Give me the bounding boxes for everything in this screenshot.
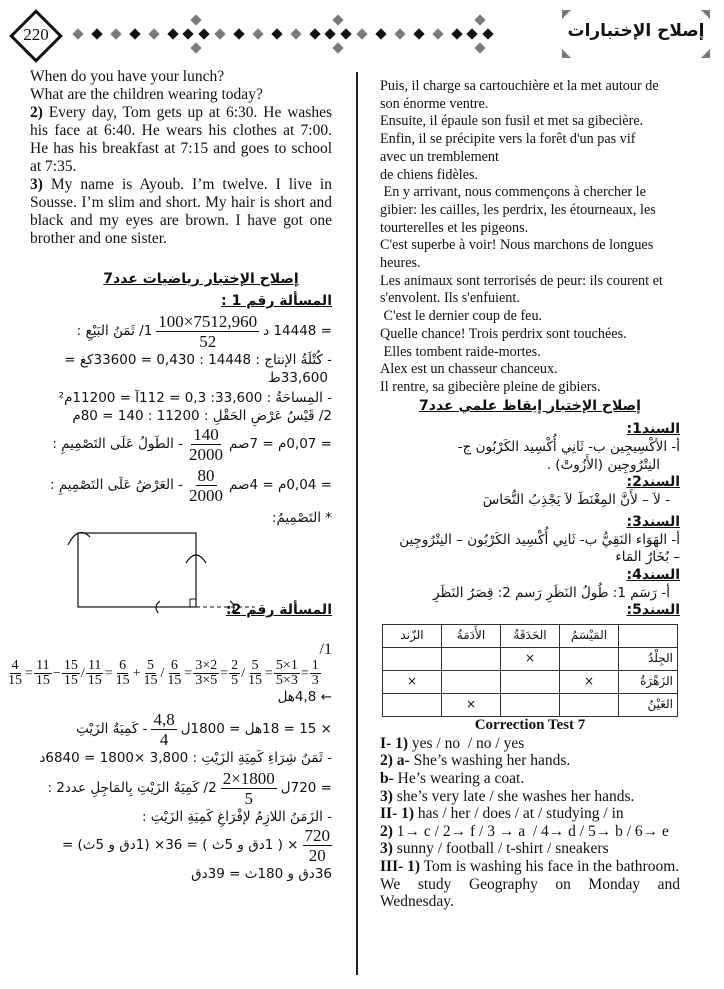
fraction-denominator: 15 xyxy=(143,673,158,688)
correction-title: Correction Test 7 xyxy=(474,717,586,734)
math-line-time-calc xyxy=(30,826,332,865)
fraction-numerator: 6 xyxy=(119,658,127,673)
answer-number: 3) xyxy=(380,840,393,858)
page-number: 220 xyxy=(23,25,49,44)
math-label: - كَمِيَةُ الزَيْتِ xyxy=(76,721,148,738)
diamond-ornament-icon xyxy=(91,28,102,39)
fraction xyxy=(187,466,225,505)
answer-line xyxy=(380,805,680,823)
operator: + xyxy=(132,665,141,681)
french-line: Puis, il charge sa cartouchière et la met autour de son énorme ventre. xyxy=(380,78,663,112)
corner-triangle-icon xyxy=(562,49,571,58)
table-row xyxy=(383,648,678,671)
right-column xyxy=(380,78,680,911)
fraction-numerator: 80 xyxy=(197,466,215,485)
paragraph-text: Every day, Tom gets up at 6:30. He washes his face at 6:40. He wears his clothes at 7:00. He has his breakfast at 7:15 and goes to school at 7:35. xyxy=(30,104,332,175)
french-line: C'est superbe à voir! Nous marchons de longues heures. xyxy=(380,237,657,272)
fraction xyxy=(303,826,333,865)
answer-text: 1→ c / 2→ f / 3 → a / 4→ d / 5→ b / 6→ e xyxy=(392,822,669,840)
fraction xyxy=(310,659,321,688)
table-row-label: العَيْنُ xyxy=(619,694,678,717)
answer-text: yes / no / no / yes xyxy=(407,734,525,752)
french-line: avec un tremblement xyxy=(380,148,499,165)
answer-line xyxy=(380,770,680,788)
diamond-ornament-icon xyxy=(167,28,178,39)
fraction-denominator: 15 xyxy=(35,673,50,688)
sanad-1-title: السند1: xyxy=(626,421,680,438)
diamond-ornament-icon xyxy=(214,28,225,39)
table-header-cell: الحَدَقَةُ xyxy=(501,625,560,648)
paragraph-text: My name is Ayoub. I’m twelve. I live in Sousse. I’m slim and short. My hair is short and black and my eyes are brown. I have got one brother and one sister. xyxy=(30,176,332,247)
answer-text: has / her / does / at / studying / in xyxy=(414,805,624,823)
math-result: = 720ل xyxy=(280,780,332,797)
diamond-ornament-icon xyxy=(309,28,320,39)
math-line-purchase-price: - ثَمَنُ شِرَاءِ كَمِيَةِ الزَيْتِ : 3,800 ×1800 = 6840د xyxy=(39,750,332,766)
fraction xyxy=(221,769,277,808)
answer-number: III- 1) xyxy=(380,857,421,875)
column-divider xyxy=(356,72,358,975)
operator: / xyxy=(80,665,85,681)
answer-line xyxy=(380,840,680,858)
diamond-ornament-icon xyxy=(324,28,335,39)
math-line-field-width: 2/ قَيْسُ عَرْضِ الحَقْلِ : 11200 : 140 = 80م xyxy=(72,408,332,424)
math-line-tons: 33,600ط xyxy=(268,370,328,386)
sanad-3-answer: أ- الهَوَاء النَقِيُّ ب- ثَانِي أُكْسِيد الكَرْبُون – النِتْرُوجِين xyxy=(399,531,680,548)
sanad-5-title: السند5: xyxy=(626,602,680,619)
answer-number: b- xyxy=(380,769,394,787)
math-result: × 15 = 18هل = 1800ل xyxy=(180,721,332,738)
diamond-ornament-icon xyxy=(190,42,201,53)
fraction xyxy=(34,659,52,688)
fraction-denominator: 15 xyxy=(8,673,22,688)
diamond-ornament-icon xyxy=(375,28,386,39)
fraction xyxy=(156,312,259,351)
fraction xyxy=(165,659,183,688)
table-cell xyxy=(560,648,619,671)
french-line: de chiens fidèles. xyxy=(380,166,479,183)
fraction xyxy=(142,659,160,688)
fraction-numerator: 5 xyxy=(251,658,259,673)
french-line: Alex est un chasseur chanceux. xyxy=(380,361,558,378)
diamond-ornament-icon xyxy=(413,28,424,39)
diamond-ornament-icon xyxy=(182,28,193,39)
sanad-1-answer-cont: النِتْرُوجِين (الأَزُوتْ) . xyxy=(546,456,660,473)
fraction-denominator: 3×5 xyxy=(195,673,218,688)
math-label: - الطَولُ عَلَى التَصْمِيمِ : xyxy=(52,436,184,453)
design-label: * التَصْمِيمُ: xyxy=(271,510,332,526)
fraction-denominator: 15 xyxy=(115,673,130,688)
diamond-ornament-icon xyxy=(474,42,485,53)
diamond-ornament-icon xyxy=(466,28,477,39)
fraction-denominator: 2000 xyxy=(189,486,224,505)
sanad-4-title: السند4: xyxy=(626,566,680,583)
corner-triangle-icon xyxy=(562,10,571,19)
math-result: × ( 1دق و 5ث ) = 36× (1دق و 5ث) = xyxy=(61,837,299,854)
answer-number: 3) xyxy=(380,787,393,805)
table-cell xyxy=(383,694,442,717)
section-title: إصلاح الإختبارات xyxy=(567,21,705,41)
sanad-5-table xyxy=(382,624,678,717)
diamond-ornament-icon xyxy=(332,14,343,25)
question-number: /1 xyxy=(319,641,332,658)
problem-2-title: المسألة رقم 2: xyxy=(225,602,332,618)
table-cell xyxy=(442,671,501,694)
diamond-ornament-icon xyxy=(482,28,493,39)
answer-text: Tom is washing his face in the bathroom. xyxy=(420,857,680,875)
fraction-denominator: 2000 xyxy=(189,445,224,464)
french-text xyxy=(380,78,680,397)
diamond-ornament-icon xyxy=(129,28,140,39)
fraction-numerator: 1 xyxy=(311,658,319,673)
decorative-diamond-row xyxy=(68,14,508,56)
table-cell xyxy=(383,648,442,671)
operator: / xyxy=(241,665,246,681)
fraction-denominator: 52 xyxy=(199,332,217,351)
operator: = xyxy=(265,665,273,681)
english-question: What are the children wearing today? xyxy=(30,86,263,103)
sanad-4-answer: أ- رَسَم 1: طُولُ النَظَرِ رَسم 2: قِصَرُ النَظَرِ xyxy=(433,584,670,601)
answer-text: she’s very late / she washes her hands. xyxy=(392,787,635,805)
answer-text: He’s wearing a coat. xyxy=(393,769,525,787)
fraction-denominator: 15 xyxy=(63,673,78,688)
fraction xyxy=(151,710,176,749)
answer-line xyxy=(380,858,680,876)
diamond-ornament-icon xyxy=(394,28,405,39)
problem-1-title: المسألة رقم 1 : xyxy=(221,293,332,309)
item-number: 3) xyxy=(30,176,43,193)
fraction-numerator: 100×7512,960 xyxy=(158,312,258,331)
fraction xyxy=(86,659,104,688)
fraction-numerator: 6 xyxy=(170,658,178,673)
corner-triangle-icon xyxy=(701,49,710,58)
diamond-ornament-icon xyxy=(190,14,201,25)
answer-line xyxy=(380,823,680,841)
operator: = xyxy=(25,665,33,681)
math-line-sale-price xyxy=(30,312,332,351)
fraction-equation-row xyxy=(6,659,332,688)
fraction-denominator: 15 xyxy=(248,673,263,688)
diamond-ornament-icon xyxy=(356,28,367,39)
fraction-numerator: 3×2 xyxy=(195,658,218,673)
fraction-numerator: 720 xyxy=(304,826,330,845)
fraction xyxy=(274,659,300,688)
diamond-ornament-icon xyxy=(148,28,159,39)
operator: − xyxy=(52,665,61,681)
table-cell: × xyxy=(383,671,442,694)
french-line: Enfin, il se précipite vers la forêt d'un pas vif xyxy=(380,131,636,148)
table-cell: × xyxy=(442,694,501,717)
fraction-numerator: 2 xyxy=(231,658,239,673)
fraction xyxy=(114,659,132,688)
sanad-2-title: السند2: xyxy=(626,474,680,491)
english-question: When do you have your lunch? xyxy=(30,68,225,85)
corner-triangle-icon xyxy=(701,10,710,19)
diamond-ornament-icon xyxy=(332,42,343,53)
math-line-production-mass: - كُتْلَةُ الإنتاج : 14448 : 0,430 = 33600كغ = xyxy=(64,352,332,368)
science-section-title: إصلاح الإختبار إيقاظ علمي عدد7 xyxy=(419,397,641,414)
table-cell: × xyxy=(501,648,560,671)
last-answer-paragraph: We study Geography on Monday and Wednesday. xyxy=(380,875,680,911)
answer-text: sunny / football / t-shirt / sneakers xyxy=(392,840,609,858)
french-line: Elles tombent raide-mortes. xyxy=(380,343,541,360)
french-line: Les animaux sont terrorisés de peur: ils courent et s'envolent. Ils s'enfuient. xyxy=(380,272,667,307)
fraction-numerator: 5 xyxy=(147,658,155,673)
french-line: Quelle chance! Trois perdrix sont touchées. xyxy=(380,325,627,342)
fraction-denominator: 5×3 xyxy=(275,673,298,688)
table-header-cell: الزّند xyxy=(383,625,442,648)
math-line-length-on-plan xyxy=(30,425,332,464)
french-line: En y arrivant, nous commençons à chercher le gibier: les cailles, les perdrix, les étourneaux, les tourterelles et les pigeons. xyxy=(380,184,660,236)
math-label: 1/ ثَمَنُ البَيْعِ : xyxy=(76,323,153,340)
fraction-numerator: 4 xyxy=(11,658,19,673)
sanad-2-answer: - لاَ – لأَنَّ المِغْنَطَ لاَ يَجْذِبُ النُّحَاسَ xyxy=(482,492,670,509)
fraction xyxy=(229,659,240,688)
math-line-width-on-plan xyxy=(30,466,332,505)
fraction-denominator: 20 xyxy=(308,846,326,865)
table-header-row xyxy=(383,625,678,648)
table-cell xyxy=(501,671,560,694)
math-label: - العَرْضُ عَلَى التَصْمِيمِ : xyxy=(49,477,184,494)
fraction-denominator: 15 xyxy=(167,673,182,688)
fraction xyxy=(62,659,80,688)
diamond-ornament-icon xyxy=(340,28,351,39)
math-result: = 0,07م = 7صم xyxy=(229,436,332,453)
table-header-cell: المَيْسَمُ xyxy=(560,625,619,648)
answer-line xyxy=(380,752,680,770)
compass-arc-icon xyxy=(68,533,90,546)
item-number: 2) xyxy=(30,104,43,121)
diamond-ornament-icon xyxy=(233,28,244,39)
page-number-badge xyxy=(10,10,62,62)
fraction-denominator: 15 xyxy=(87,673,102,688)
plan-rectangle xyxy=(78,533,196,607)
math-line-area: - المِساحَةُ : 33,600: 0,3 = 112آ = 11200م² xyxy=(58,390,332,406)
fraction-denominator: 5 xyxy=(231,673,239,688)
diamond-ornament-icon xyxy=(290,28,301,39)
table-row-label: الزَهْرَةُ xyxy=(619,671,678,694)
answer-number: 2) a- xyxy=(380,752,410,770)
french-line: Il rentre, sa gibecière pleine de gibiers. xyxy=(380,378,601,395)
operator: / xyxy=(160,665,165,681)
table-cell: × xyxy=(560,671,619,694)
french-line: Ensuite, il épaule son fusil et met sa gibecière. xyxy=(380,113,644,130)
table-row-label: الجِلْدُ xyxy=(619,648,678,671)
operator: = xyxy=(104,665,113,681)
fraction xyxy=(6,659,24,688)
math-line-jar-quantity xyxy=(30,769,332,808)
fraction-numerator: 15 xyxy=(63,658,78,673)
fraction-numerator: 4,8 xyxy=(153,710,175,729)
answer-text: She’s washing her hands. xyxy=(409,752,571,770)
answer-line xyxy=(380,788,680,806)
math-section-title: إصلاح الإختبار رياضيات عدد7 xyxy=(103,271,299,287)
table-header-cell: الأَدَمَةُ xyxy=(442,625,501,648)
answer-line xyxy=(380,735,680,753)
fraction-numerator: 2×1800 xyxy=(222,769,275,788)
math-result: = 14448 د xyxy=(263,323,332,340)
fraction-denominator: 3 xyxy=(311,673,319,688)
fraction-denominator: 4 xyxy=(159,730,169,749)
left-column xyxy=(8,68,332,883)
fraction-numerator: 5×1 xyxy=(275,658,298,673)
fraction xyxy=(187,425,225,464)
diamond-ornament-icon xyxy=(474,14,485,25)
sanad-3-title: السند3: xyxy=(626,513,680,530)
page-header xyxy=(0,0,724,62)
diamond-ornament-icon xyxy=(432,28,443,39)
diamond-ornament-icon xyxy=(110,28,121,39)
table-row xyxy=(383,671,678,694)
math-line-oil-quantity xyxy=(30,710,332,749)
table-row xyxy=(383,694,678,717)
table-cell xyxy=(560,694,619,717)
table-cell xyxy=(442,648,501,671)
diamond-ornament-icon xyxy=(198,28,209,39)
section-title-box xyxy=(562,10,710,58)
fraction-numerator: 11 xyxy=(36,658,50,673)
operator: = xyxy=(220,665,229,681)
arrow-result-line: ← 4,8هل xyxy=(277,689,332,705)
answer-number: 2) xyxy=(380,822,393,840)
english-answers xyxy=(380,735,680,876)
english-paragraph-3 xyxy=(30,176,332,248)
diamond-ornament-icon xyxy=(72,28,83,39)
answer-number: II- 1) xyxy=(380,805,415,823)
answer-number: I- 1) xyxy=(380,734,408,752)
fraction xyxy=(193,659,219,688)
english-paragraph-2 xyxy=(30,104,332,176)
table-header-cell xyxy=(619,625,678,648)
math-line-time-label: - الزَمَنُ اللازِمُ لإفْرَاغِ كَمِيَةِ الزَيْتِ : xyxy=(141,809,332,825)
operator: = xyxy=(184,665,193,681)
fraction-numerator: 11 xyxy=(87,658,102,673)
diamond-ornament-icon xyxy=(451,28,462,39)
fraction xyxy=(246,659,264,688)
math-result: = 0,04م = 4صم xyxy=(229,477,332,494)
diamond-ornament-icon xyxy=(252,28,263,39)
operator: = xyxy=(300,665,309,681)
math-line-final-time: 36دق و 180ث = 39دق xyxy=(191,866,332,882)
field-plan-drawing xyxy=(30,523,332,613)
french-line: C'est le dernier coup de feu. xyxy=(380,308,543,325)
math-label: 2/ كَمِيَةُ الزَيْتِ بِالمَاجِلِ عدد2 : xyxy=(47,780,217,797)
diamond-ornament-icon xyxy=(271,28,282,39)
fraction-denominator: 5 xyxy=(244,789,253,808)
table-cell xyxy=(501,694,560,717)
sanad-1-answer: أ- الأكْسِيجِين ب- ثَانِي أُكْسِيد الكَرْبُون ج- xyxy=(457,439,680,456)
fraction-numerator: 140 xyxy=(193,425,219,444)
sanad-3-answer-cont: – بُخَارُ المَاء xyxy=(615,549,680,566)
